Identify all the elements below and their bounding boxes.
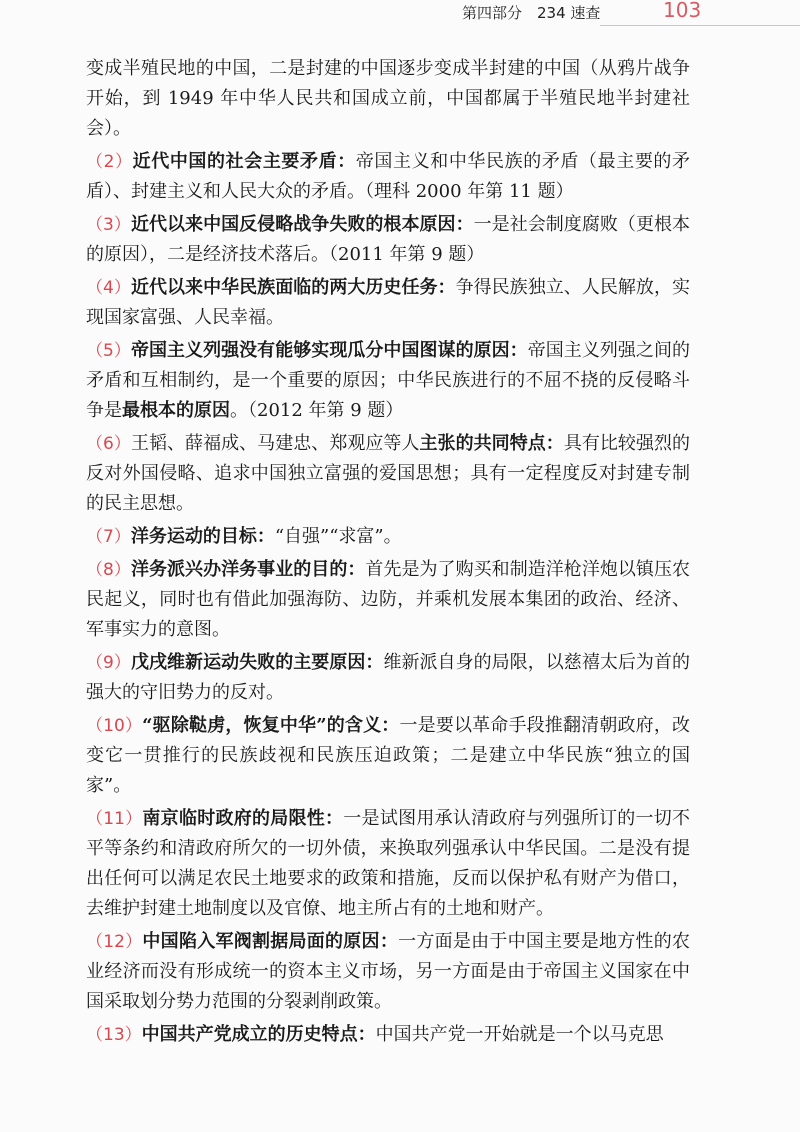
item-body: 首先是为了购买和制造洋枪洋炮以镇压农民起义，同时也有借此加强海防、边防，并乘机发展本集团的政治、经济、军事实力的意图。	[86, 559, 691, 640]
item-number: （8）	[86, 560, 131, 580]
item-body: “自强”“求富”。	[274, 526, 402, 547]
item-heading: 近代中国的社会主要矛盾：	[132, 151, 356, 172]
page-body	[86, 54, 690, 1053]
item-heading: 中国共产党成立的历史特点：	[141, 1024, 376, 1045]
header-rule	[600, 25, 800, 26]
item-number: （4）	[86, 278, 131, 298]
item-number: （10）	[86, 716, 143, 736]
item-heading: 洋务派兴办洋务事业的目的：	[130, 559, 366, 580]
item-lead-text: 王韬、薛福成、马建忠、郑观应等人	[130, 433, 420, 454]
item-number: （12）	[86, 932, 143, 952]
item-body: 一是社会制度腐败（更根本的原因），二是经济技术落后。（2011 年第 9 题）	[86, 214, 691, 265]
list-item	[86, 1020, 690, 1050]
list-item	[86, 273, 690, 333]
item-heading: 帝国主义列强没有能够实现瓜分中国图谋的原因：	[130, 340, 528, 361]
list-item	[86, 522, 690, 552]
item-number: （2）	[86, 152, 133, 172]
section-title: 第四部分 234 速查	[462, 4, 601, 22]
item-number: （5）	[86, 341, 131, 361]
list-item	[86, 429, 690, 519]
item-heading: 洋务运动的目标：	[130, 526, 275, 547]
item-heading: 主张的共同特点：	[419, 433, 564, 454]
item-heading: 近代以来中华民族面临的两大历史任务：	[130, 277, 456, 298]
item-body: 一方面是由于中国主要是地方性的农业经济而没有形成统一的资本主义市场，另一方面是由于帝国主义国家在中国采取划分势力范围的分裂剥削政策。	[86, 931, 690, 1012]
list-item	[86, 336, 690, 426]
item-body: 维新派自身的局限，以慈禧太后为首的强大的守旧势力的反对。	[86, 652, 691, 703]
item-body: 一是试图用承认清政府与列强所订的一切不平等条约和清政府所欠的一切外债，来换取列强承认中华民国。二是没有提出任何可以满足农民土地要求的政策和措施，反而以保护私有财产为借口，去维护封建土地制度以及官僚、地主所占有的土地和财产。	[86, 808, 690, 919]
list-item	[86, 927, 690, 1017]
item-body: 一是要以革命手段推翻清朝政府，改变它一贯推行的民族歧视和民族压迫政策；二是建立中华民族“独立的国家”。	[86, 715, 690, 796]
item-body: 争得民族独立、人民解放，实现国家富强、人民幸福。	[86, 277, 691, 328]
item-tail: 。（2012 年第 9 题）	[230, 400, 404, 421]
numbered-list	[86, 147, 690, 1050]
list-item	[86, 210, 690, 270]
item-body: 帝国主义和中华民族的矛盾（最主要的矛盾）、封建主义和人民大众的矛盾。（理科 2000 年第 11 题）	[86, 151, 691, 202]
list-item	[86, 555, 690, 645]
item-body: 帝国主义列强之间的矛盾和互相制约，是一个重要的原因；中华民族进行的不屈不挠的反侵略斗争是	[86, 340, 691, 421]
list-item	[86, 147, 690, 207]
item-number: （13）	[86, 1025, 142, 1045]
item-heading: 戊戌维新运动失败的主要原因：	[130, 652, 384, 673]
list-item	[86, 648, 690, 708]
item-number: （6）	[86, 434, 131, 454]
item-body: 具有比较强烈的反对外国侵略、追求中国独立富强的爱国思想；具有一定程度反对封建专制的民主思想。	[86, 433, 691, 514]
list-item	[86, 711, 690, 801]
item-emphasis: 最根本的原因	[122, 400, 230, 421]
item-heading: 南京临时政府的局限性：	[142, 808, 344, 829]
item-heading: 近代以来中国反侵略战争失败的根本原因：	[130, 214, 474, 235]
list-item	[86, 804, 690, 924]
item-body: 中国共产党一开始就是一个以马克思	[375, 1024, 664, 1045]
page-header	[0, 0, 800, 28]
item-number: （7）	[86, 527, 131, 547]
item-number: （3）	[86, 215, 131, 235]
item-number: （9）	[86, 653, 131, 673]
item-heading: 中国陷入军阀割据局面的原因：	[142, 931, 399, 952]
item-heading: “驱除鞑虏，恢复中华”的含义：	[142, 715, 400, 736]
page-number: 103	[663, 0, 702, 22]
item-number: （11）	[86, 809, 143, 829]
intro-paragraph: 变成半殖民地的中国，二是封建的中国逐步变成半封建的中国（从鸦片战争开始，到 1949 年中华人民共和国成立前，中国都属于半殖民地半封建社会）。	[86, 58, 690, 139]
